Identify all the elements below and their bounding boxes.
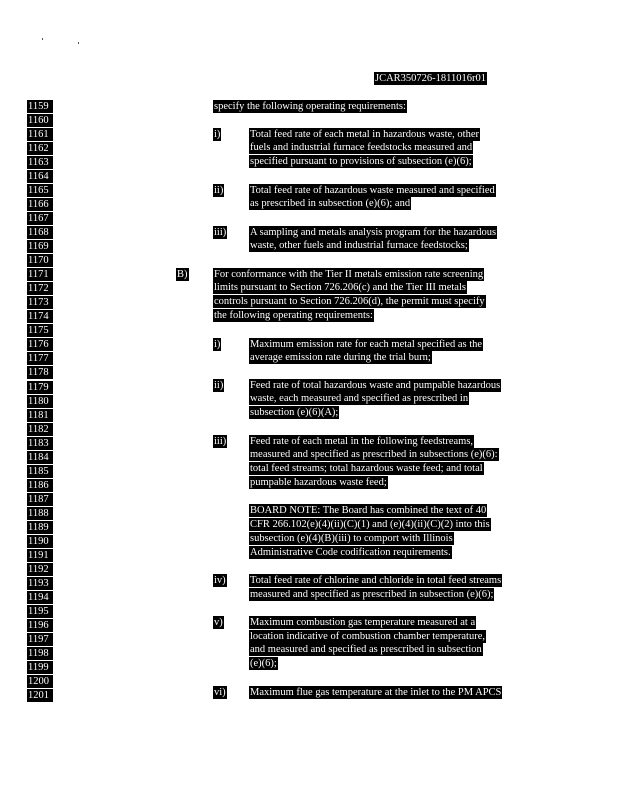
item-marker: iii) [214, 436, 227, 447]
line-number: 1161 [27, 128, 53, 141]
item-marker: i) [214, 339, 221, 350]
line-number: 1167 [27, 212, 53, 225]
item-text-line: Maximum emission rate for each metal specified as the [250, 339, 483, 350]
line-number: 1171 [27, 268, 53, 281]
board-note-line: Administrative Code codification requirements. [250, 547, 451, 558]
item-marker: iii) [214, 227, 227, 238]
item-text-line: measured and specified as prescribed in subsection (e)(6); [250, 589, 494, 600]
line-number: 1200 [27, 675, 53, 688]
board-note-line: CFR 266.102(e)(4)(ii)(C)(1) and (e)(4)(ii)(C)(2) into this [250, 519, 490, 530]
item-marker: vi) [214, 687, 226, 698]
line-number: 1186 [27, 479, 53, 492]
item-text-line: Maximum combustion gas temperature measured at a [250, 617, 476, 628]
line-number: 1173 [27, 296, 53, 309]
scan-speck [78, 42, 79, 44]
line-number: 1195 [27, 605, 53, 618]
line-number: 1193 [27, 577, 53, 590]
item-text-line: Maximum flue gas temperature at the inlet to the PM APCS [250, 687, 502, 698]
line-number: 1183 [27, 437, 53, 450]
board-note-line: subsection (e)(4)(B)(iii) to comport with Illinois [250, 533, 453, 544]
line-number: 1197 [27, 633, 53, 646]
line-number: 1185 [27, 465, 53, 478]
section-text-line: For conformance with the Tier II metals emission rate screening [214, 269, 484, 280]
line-number: 1199 [27, 661, 53, 674]
item-text-line: pumpable hazardous waste feed; [250, 477, 387, 488]
item-text-line: total feed streams; total hazardous waste feed; and total [250, 463, 483, 474]
line-number: 1159 [27, 100, 53, 113]
item-text-line: average emission rate during the trial burn; [250, 352, 431, 363]
item-text-line: Total feed rate of chlorine and chloride in total feed streams [250, 575, 502, 586]
line-number: 1198 [27, 647, 53, 660]
line-number: 1187 [27, 493, 53, 506]
line-number: 1170 [27, 254, 53, 267]
line-number: 1181 [27, 409, 53, 422]
intro-text: specify the following operating requirements: [214, 101, 406, 112]
line-number: 1189 [27, 521, 53, 534]
item-text-line: location indicative of combustion chamber temperature, [250, 631, 485, 642]
item-text-line: (e)(6); [250, 658, 277, 669]
line-number: 1191 [27, 549, 53, 562]
line-number: 1177 [27, 352, 53, 365]
item-text-line: Feed rate of total hazardous waste and pumpable hazardous [250, 380, 501, 391]
line-number: 1164 [27, 170, 53, 183]
item-text-line: Feed rate of each metal in the following feedstreams, [250, 436, 474, 447]
item-text-line: specified pursuant to provisions of subsection (e)(6); [250, 156, 472, 167]
line-number: 1175 [27, 324, 53, 337]
item-marker: iv) [214, 575, 226, 586]
item-text-line: waste, each measured and specified as prescribed in [250, 393, 469, 404]
line-number: 1169 [27, 240, 53, 253]
line-number: 1172 [27, 282, 53, 295]
line-number: 1178 [27, 366, 53, 379]
line-number: 1174 [27, 310, 53, 323]
board-note-line: BOARD NOTE: The Board has combined the text of 40 [250, 505, 487, 516]
line-number: 1162 [27, 142, 53, 155]
section-text-line: controls pursuant to Section 726.206(d), the permit must specify [214, 296, 485, 307]
line-number: 1184 [27, 451, 53, 464]
scan-speck [42, 38, 43, 40]
item-text-line: A sampling and metals analysis program for the hazardous [250, 227, 497, 238]
section-marker: B) [177, 269, 188, 280]
item-marker: v) [214, 617, 223, 628]
document-id: JCAR350726-1811016r01 [375, 73, 487, 84]
item-text-line: waste, other fuels and industrial furnace feedstocks; [250, 240, 468, 251]
line-number: 1180 [27, 395, 53, 408]
line-number: 1166 [27, 198, 53, 211]
line-number: 1188 [27, 507, 53, 520]
item-text-line: subsection (e)(6)(A); [250, 407, 339, 418]
line-number: 1176 [27, 338, 53, 351]
item-text-line: and measured and specified as prescribed in subsection [250, 644, 482, 655]
section-text-line: the following operating requirements: [214, 310, 373, 321]
item-text-line: fuels and industrial furnace feedstocks measured and [250, 142, 473, 153]
line-number: 1190 [27, 535, 53, 548]
line-number: 1179 [27, 381, 53, 394]
line-number: 1196 [27, 619, 53, 632]
line-number: 1201 [27, 689, 53, 702]
item-marker: ii) [214, 380, 224, 391]
line-number: 1168 [27, 226, 53, 239]
line-number: 1192 [27, 563, 53, 576]
section-text-line: limits pursuant to Section 726.206(c) and the Tier III metals [214, 282, 466, 293]
line-number: 1194 [27, 591, 53, 604]
line-number: 1160 [27, 114, 53, 127]
item-text-line: measured and specified as prescribed in subsections (e)(6): [250, 449, 498, 460]
item-text-line: Total feed rate of each metal in hazardous waste, other [250, 129, 479, 140]
item-marker: ii) [214, 185, 224, 196]
item-text-line: as prescribed in subsection (e)(6); and [250, 198, 411, 209]
line-number: 1182 [27, 423, 53, 436]
item-marker: i) [214, 129, 221, 140]
item-text-line: Total feed rate of hazardous waste measured and specified [250, 185, 495, 196]
line-number: 1165 [27, 184, 53, 197]
line-number: 1163 [27, 156, 53, 169]
